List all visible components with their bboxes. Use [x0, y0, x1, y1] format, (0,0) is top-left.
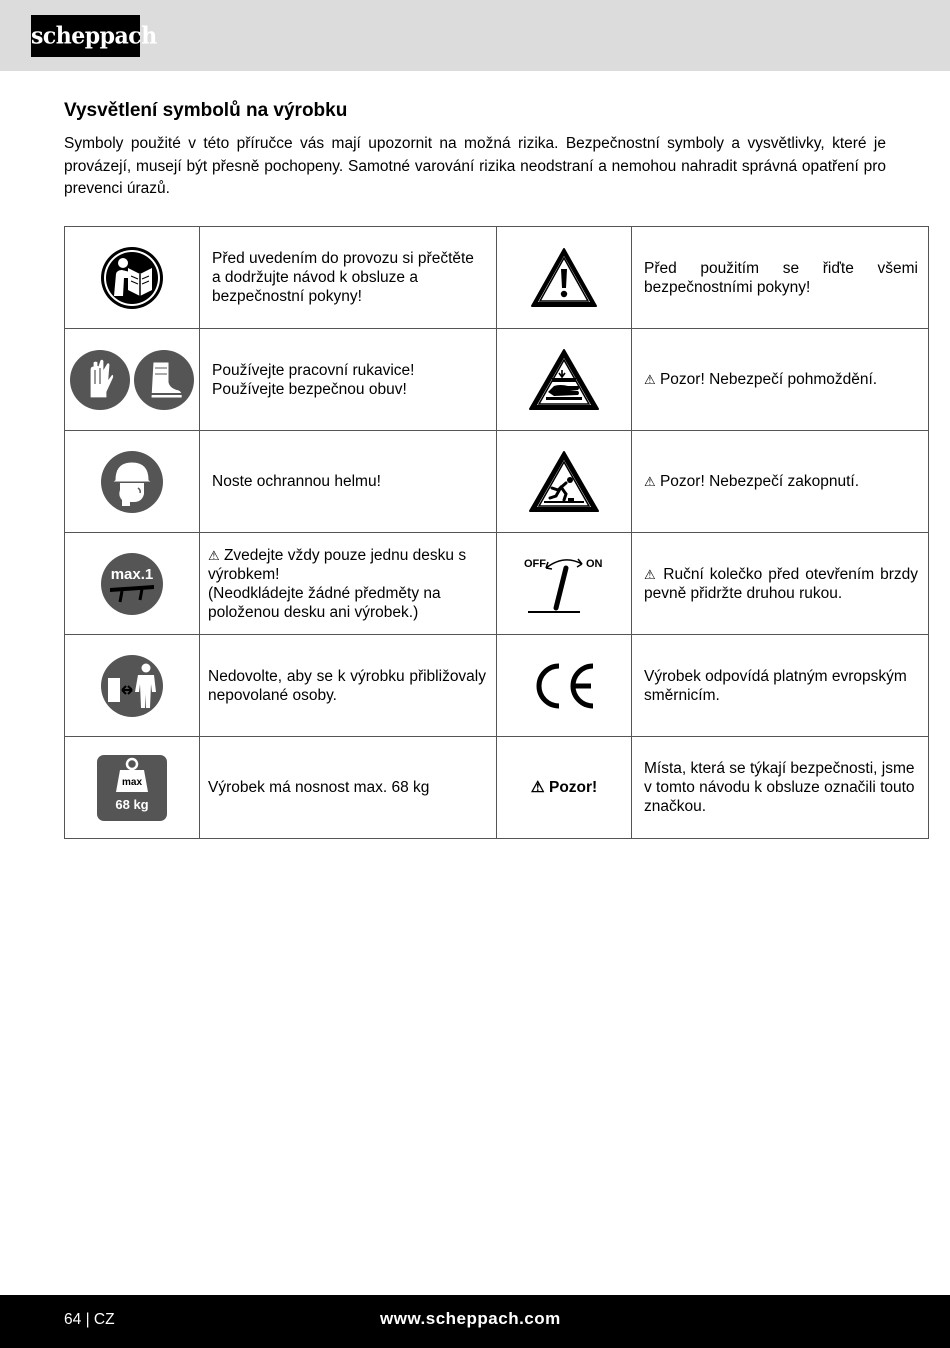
symbol-description: Noste ochrannou helmu!: [200, 431, 497, 533]
symbol-description: Výrobek má nosnost max. 68 kg: [200, 737, 497, 839]
symbol-description: Před uvedením do provozu si přečtěte a dodržujte návod k obsluze a bezpečnostní pokyny!: [200, 227, 497, 329]
crush-hazard-icon: [528, 348, 600, 412]
table-row: [65, 227, 929, 329]
off-label: OFF: [524, 557, 546, 570]
symbol-cell: [65, 737, 200, 839]
table-row: [65, 329, 929, 431]
table-row: [65, 533, 929, 635]
symbol-description: Výrobek odpovídá platným evropským směrnicím.: [632, 635, 929, 737]
read-manual-icon: [100, 246, 164, 310]
symbol-description: Před použitím se řiďte všemi bezpečnostními pokyny!: [632, 227, 929, 329]
ce-mark-icon: [531, 662, 597, 710]
symbol-cell: [497, 431, 632, 533]
symbol-description: ⚠ Zvedejte vždy pouze jednu desku s výrobkem! (Neodkládejte žádné předměty na položenou desku ani výrobek.): [200, 533, 497, 635]
max-one-label: max.1: [110, 565, 154, 583]
keep-distance-icon: [100, 654, 164, 718]
symbol-description: ⚠ Pozor! Nebezpečí zakopnutí.: [632, 431, 929, 533]
pozor-label-cell: ⚠ Pozor!: [497, 737, 632, 839]
page-number: 64 | CZ: [64, 1311, 115, 1328]
intro-paragraph: Symboly použité v této příručce vás mají upozornit na možná rizika. Bezpečnostní symboly a vysvětlivky, které je provázejí, musejí být přesně pochopeny. Samotné varování rizika neodstraní a nemohou nahradit správná opatření pro prevenci úrazů.: [64, 135, 886, 197]
max-one-board-icon: [100, 552, 164, 616]
table-row: [65, 737, 929, 839]
symbol-cell: [497, 635, 632, 737]
on-label: ON: [586, 557, 603, 570]
table-row: [65, 635, 929, 737]
symbol-description: Místa, která se týkají bezpečnosti, jsme v tomto návodu k obsluze označili touto značkou.: [632, 737, 929, 839]
symbol-cell: [65, 533, 200, 635]
symbol-description: Používejte pracovní rukavice! Používejte bezpečnou obuv!: [200, 329, 497, 431]
page-footer: [0, 1295, 950, 1348]
symbols-table: [64, 226, 929, 839]
gloves-and-boots-icon: [69, 348, 195, 412]
symbol-cell: [497, 329, 632, 431]
symbol-description: Nedovolte, aby se k výrobku přibližovaly nepovolané osoby.: [200, 635, 497, 737]
symbol-cell: [65, 635, 200, 737]
weight-label: 68 kg: [115, 796, 149, 812]
helmet-icon: [100, 450, 164, 514]
symbol-cell: [497, 227, 632, 329]
off-on-lever-icon: [522, 552, 606, 616]
trip-hazard-icon: [528, 450, 600, 514]
symbol-description: ⚠ Pozor! Nebezpečí pohmoždění.: [632, 329, 929, 431]
website-url: www.scheppach.com: [380, 1309, 561, 1328]
page-header: [0, 0, 950, 71]
symbol-cell: [65, 329, 200, 431]
symbol-cell: [65, 431, 200, 533]
table-row: [65, 431, 929, 533]
scheppach-logo: scheppach: [31, 15, 140, 57]
max-label: max: [121, 776, 143, 788]
max-weight-icon: [96, 754, 168, 822]
warning-triangle-icon: [530, 247, 598, 309]
symbol-cell: [65, 227, 200, 329]
symbol-description: ⚠ Ruční kolečko před otevřením brzdy pevně přidržte druhou rukou.: [632, 533, 929, 635]
symbol-cell: [497, 533, 632, 635]
page-title: Vysvětlení symbolů na výrobku: [64, 100, 348, 121]
